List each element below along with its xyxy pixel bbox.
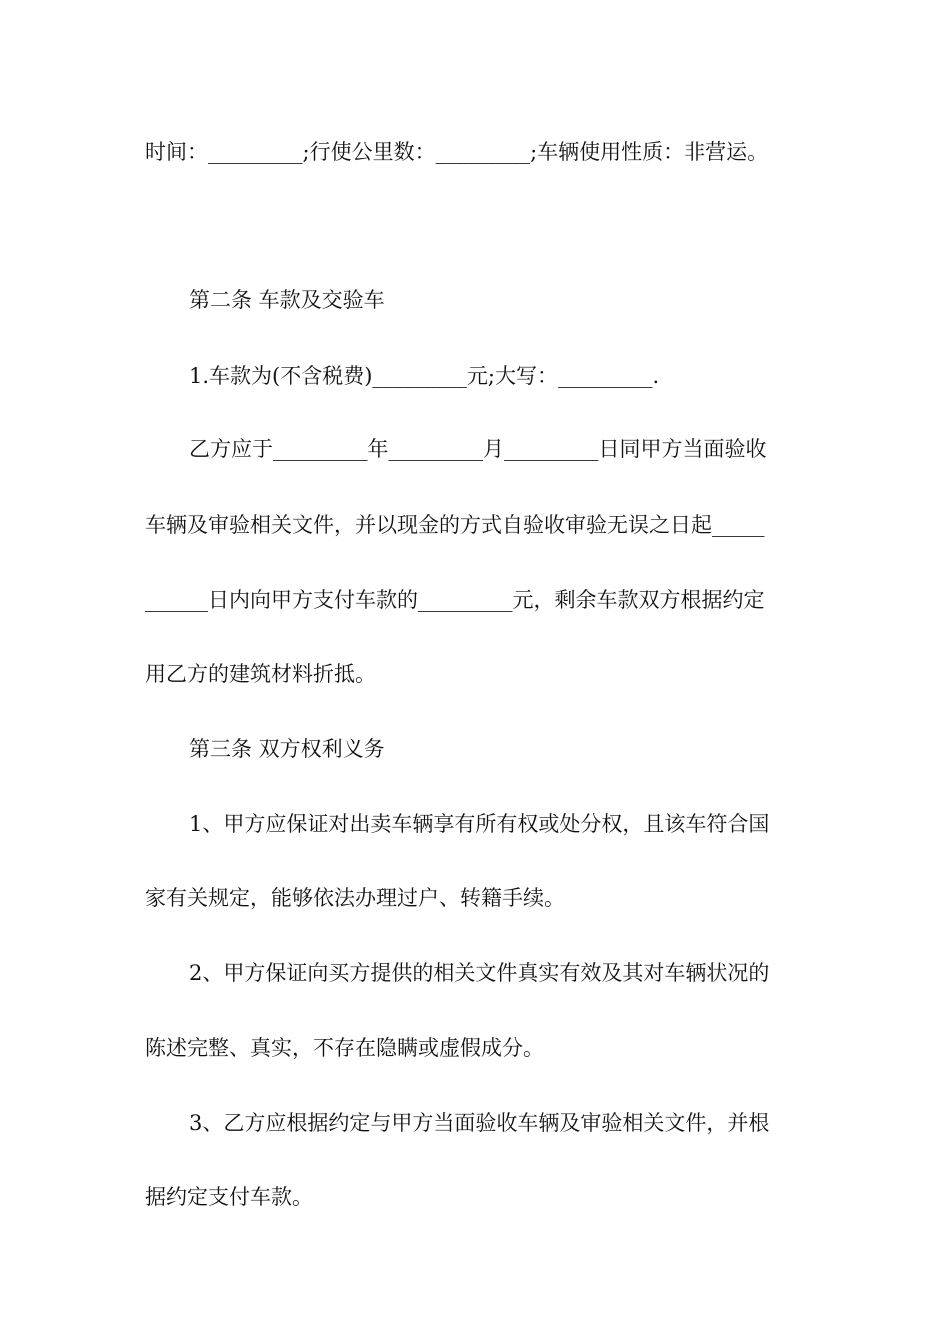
text-line-clause-1: 1、甲方应保证对出卖车辆享有所有权或处分权，且该车符合国 <box>189 812 770 836</box>
text-line-inspection-date: 乙方应于_________年_________月_________日同甲方当面验收 <box>189 437 767 461</box>
text-line-clause-3-cont: 据约定支付车款。 <box>145 1185 313 1209</box>
text-line-inspection-docs: 车辆及审验相关文件，并以现金的方式自验收审验无误之日起_____ <box>145 513 765 537</box>
section-heading-article-2: 第二条 车款及交验车 <box>189 288 385 312</box>
section-heading-article-3: 第三条 双方权利义务 <box>189 737 385 761</box>
text-line-clause-1-cont: 家有关规定，能够依法办理过户、转籍手续。 <box>145 886 565 910</box>
text-line-price: 1.车款为(不含税费)_________元;大写：_________. <box>189 364 660 388</box>
text-line-offset: 用乙方的建筑材料折抵。 <box>145 662 376 686</box>
text-line-clause-2-cont: 陈述完整、真实，不存在隐瞒或虚假成分。 <box>145 1036 544 1060</box>
text-line-clause-3: 3、乙方应根据约定与甲方当面验收车辆及审验相关文件，并根 <box>189 1111 770 1135</box>
text-line-clause-2: 2、甲方保证向买方提供的相关文件真实有效及其对车辆状况的 <box>189 961 770 985</box>
text-line-payment: ______日内向甲方支付车款的_________元，剩余车款双方根据约定 <box>145 588 765 612</box>
text-line-vehicle-info: 时间：_________;行使公里数：_________;车辆使用性质：非营运。 <box>145 140 769 164</box>
